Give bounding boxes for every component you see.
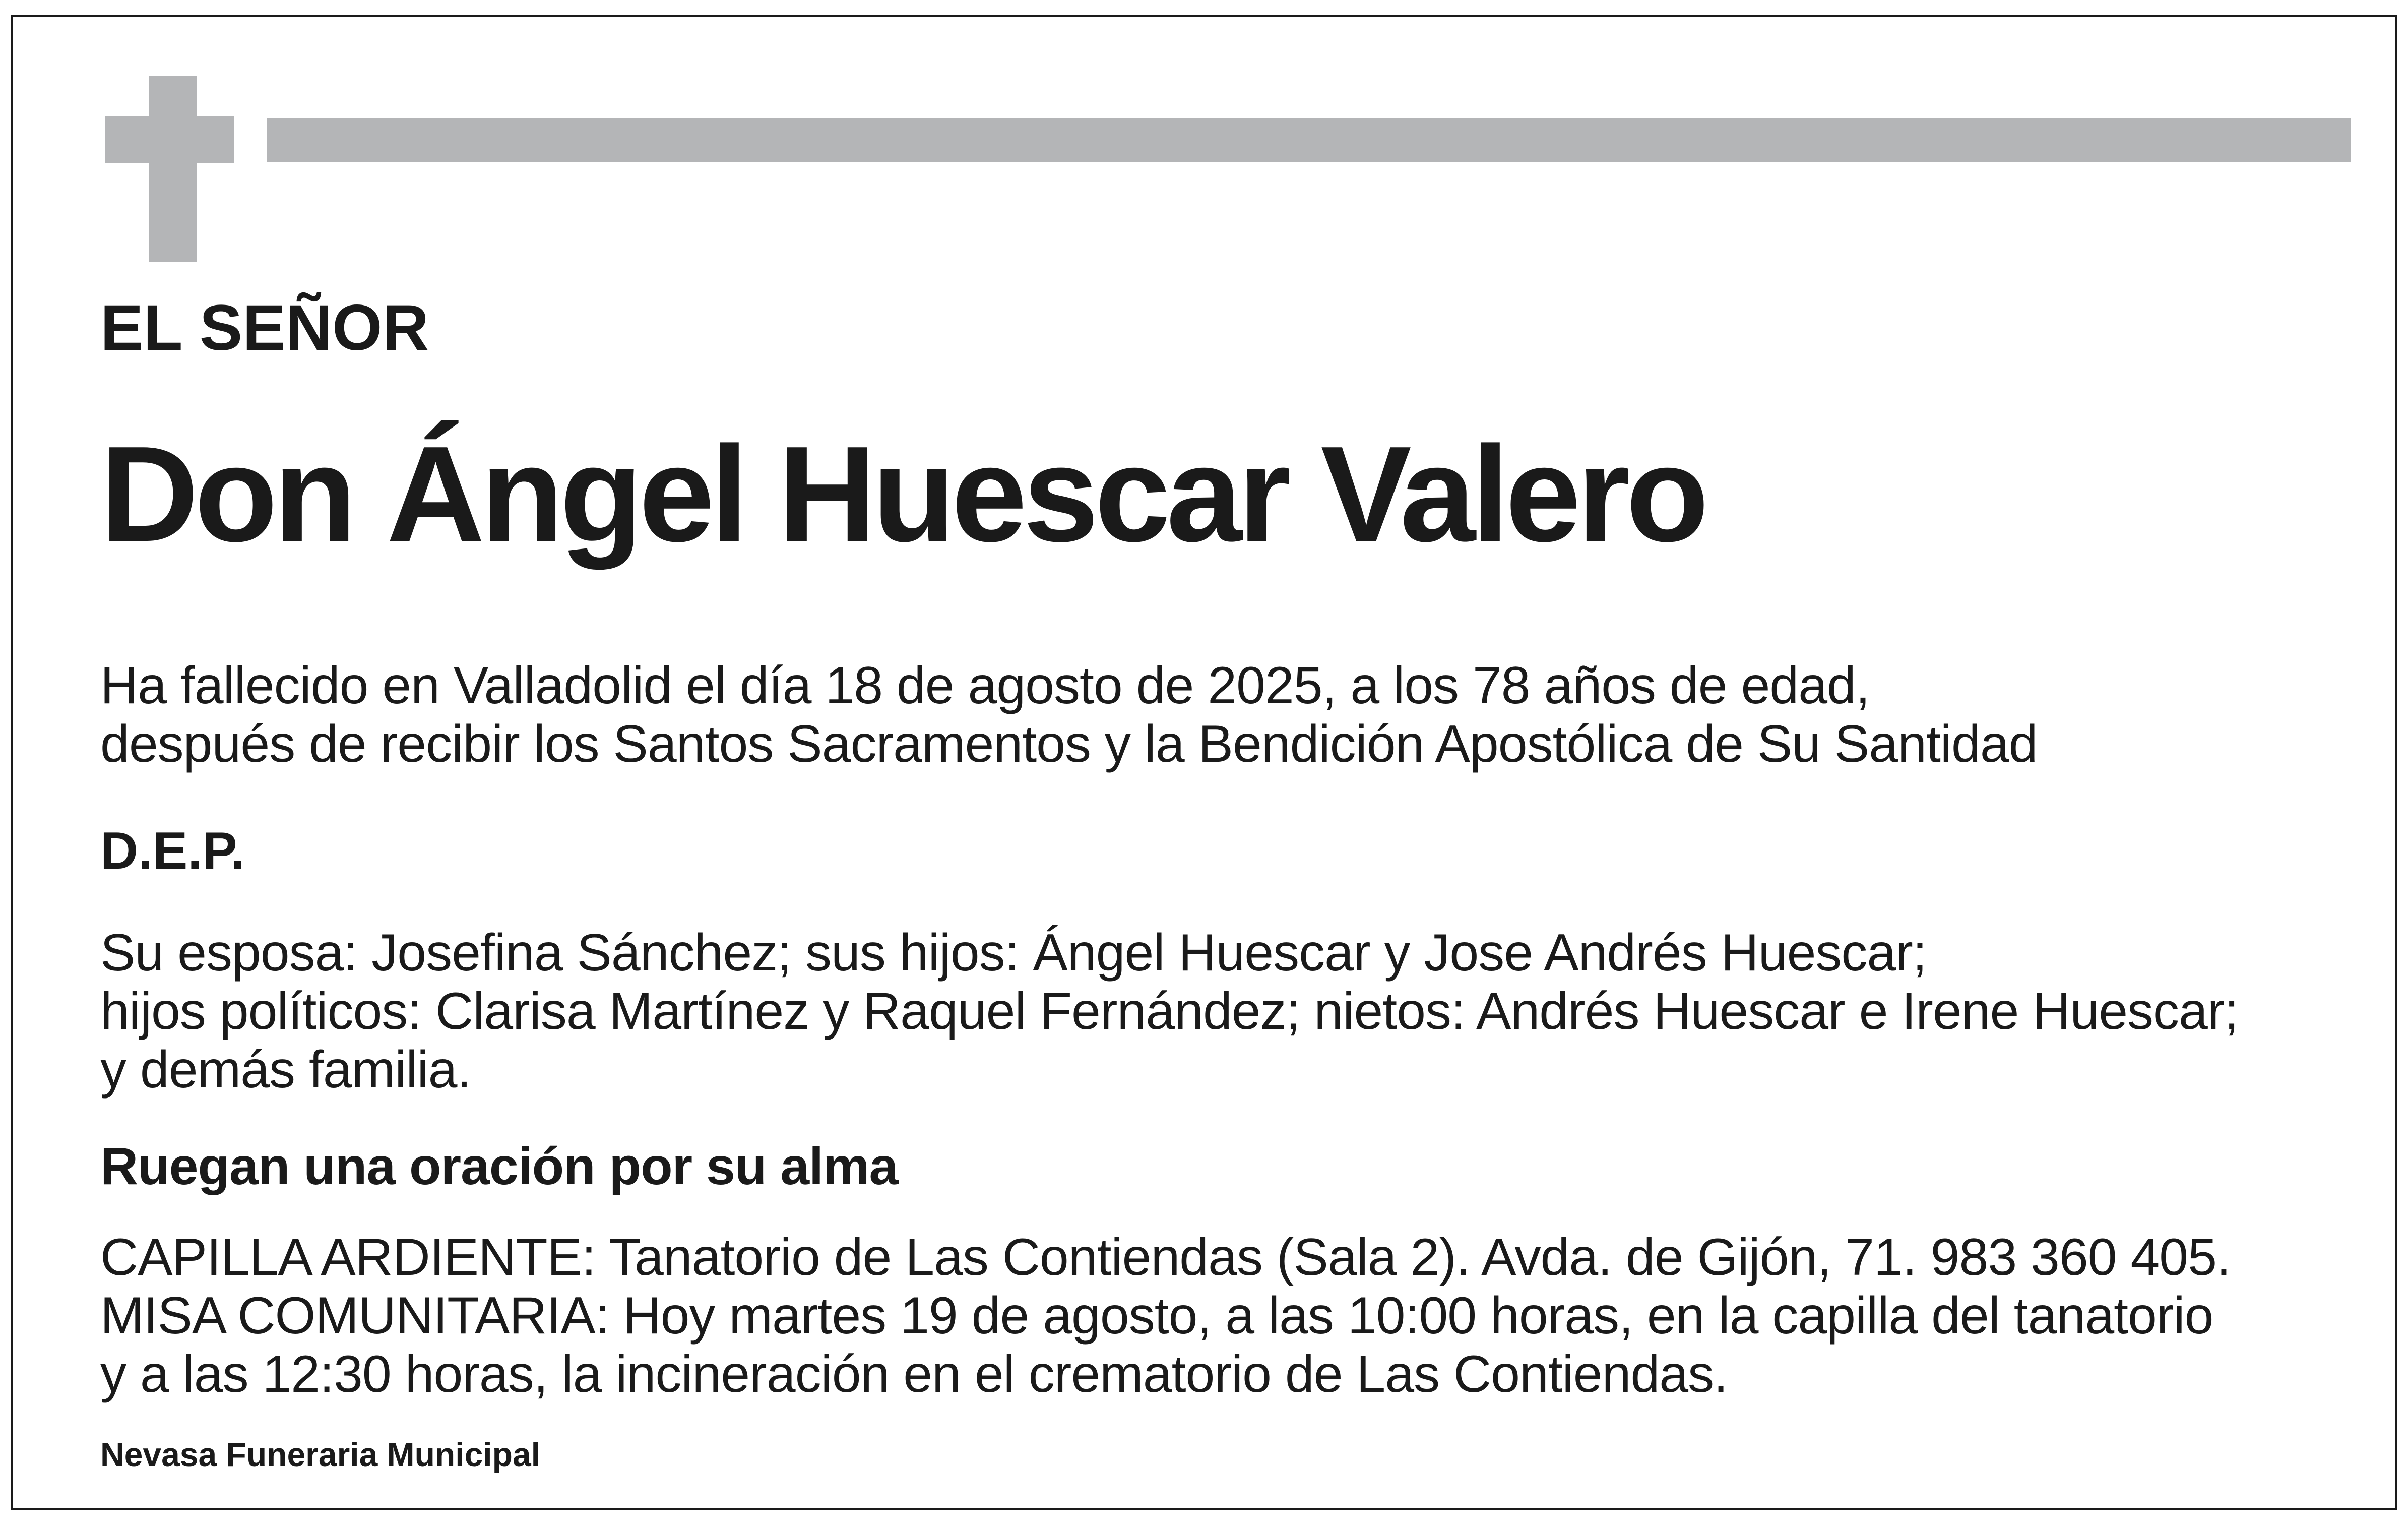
header-divider-bar — [267, 118, 2351, 162]
prayer-request: Ruegan una oración por su alma — [100, 1137, 898, 1196]
family-line-3: y demás familia. — [100, 1041, 471, 1099]
announcement-line-1: Ha fallecido en Valladolid el día 18 de agosto de 2025, a los 78 años de edad, — [100, 656, 1870, 715]
family-line-1: Su esposa: Josefina Sánchez; sus hijos: Ángel Huescar y Jose Andrés Huescar; — [100, 924, 1927, 982]
family-line-2: hijos políticos: Clarisa Martínez y Raquel Fernández; nietos: Andrés Huescar e Irene Huescar; — [100, 982, 2239, 1041]
cross-icon-horizontal-beam — [105, 116, 234, 163]
obituary-notice-frame — [11, 15, 2397, 1510]
service-line-2: MISA COMUNITARIA: Hoy martes 19 de agosto, a las 10:00 horas, en la capilla del tanatorio — [100, 1287, 2213, 1345]
funeral-home-name: Nevasa Funeraria Municipal — [100, 1436, 540, 1473]
announcement-line-2: después de recibir los Santos Sacramentos y la Bendición Apostólica de Su Santidad — [100, 715, 2038, 773]
notice-intro: EL SEÑOR — [100, 292, 429, 364]
cross-icon-vertical-beam — [149, 76, 197, 262]
deceased-name: Don Ángel Huescar Valero — [100, 418, 1705, 570]
rest-in-peace-label: D.E.P. — [100, 822, 245, 880]
service-line-1: CAPILLA ARDIENTE: Tanatorio de Las Contiendas (Sala 2). Avda. de Gijón, 71. 983 360 405. — [100, 1228, 2231, 1287]
service-line-3: y a las 12:30 horas, la incineración en el crematorio de Las Contiendas. — [100, 1345, 1728, 1404]
